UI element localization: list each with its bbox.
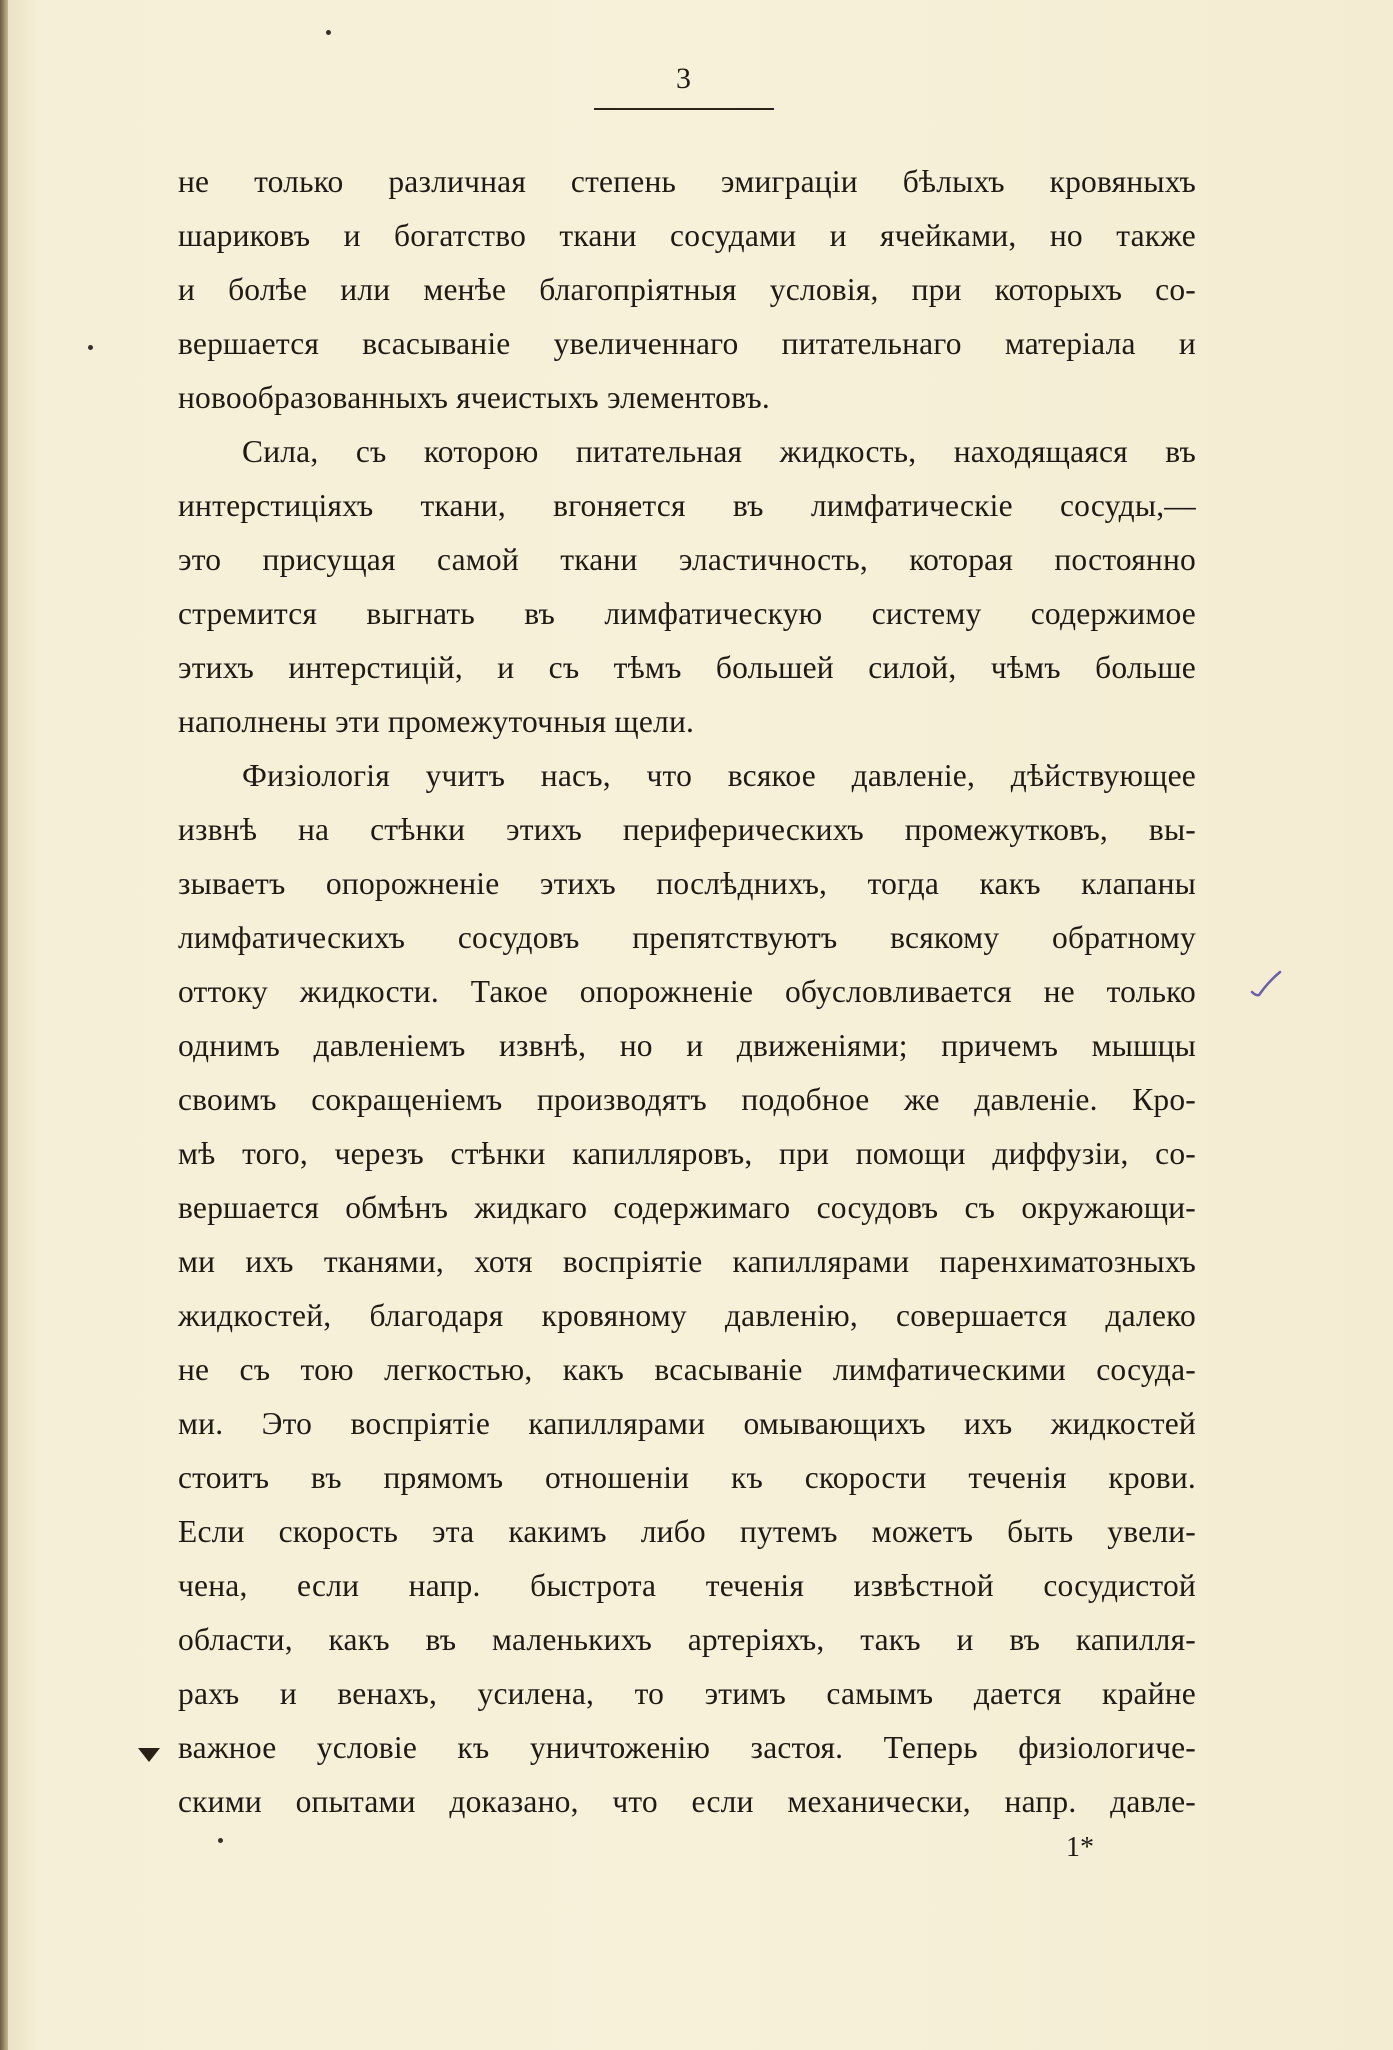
page-binding-edge	[0, 0, 8, 2050]
text-line: чена, если напр. быстрота теченія извѣстной сосудистой	[178, 1568, 1196, 1603]
text-line: жидкостей, благодаря кровяному давленію, совершается далеко	[178, 1298, 1196, 1333]
text-line: мѣ того, черезъ стѣнки капилляровъ, при помощи диффузіи, со-	[178, 1136, 1196, 1171]
page-number: 3	[676, 62, 692, 95]
text-line: наполнены эти промежуточныя щели.	[178, 704, 695, 739]
pencil-check-icon	[1250, 970, 1282, 1000]
text-line: Сила, съ которою питательная жидкость, находящаяся въ	[242, 434, 1196, 469]
text-line: рахъ и венахъ, усилена, то этимъ самымъ дается крайне	[178, 1676, 1196, 1711]
text-line: не съ тою легкостью, какъ всасываніе лимфатическими сосуда-	[178, 1352, 1196, 1387]
text-line: не только различная степень эмиграціи бѣлыхъ кровяныхъ	[178, 164, 1196, 199]
text-line: области, какъ въ маленькихъ артеріяхъ, такъ и въ капилля-	[178, 1622, 1196, 1657]
text-line: вершается всасываніе увеличеннаго питательнаго матеріала и	[178, 326, 1196, 361]
text-line: ми. Это воспріятіе капиллярами омывающихъ ихъ жидкостей	[178, 1406, 1196, 1441]
text-line: ми ихъ тканями, хотя воспріятіе капиллярами паренхиматозныхъ	[178, 1244, 1196, 1279]
margin-dot	[218, 1838, 223, 1843]
text-line: извнѣ на стѣнки этихъ периферическихъ промежутковъ, вы-	[178, 812, 1196, 847]
text-line: однимъ давленіемъ извнѣ, но и движеніями; причемъ мышцы	[178, 1028, 1196, 1063]
margin-dot	[88, 345, 93, 350]
text-line: новообразованныхъ ячеистыхъ элементовъ.	[178, 380, 770, 415]
body-text	[178, 155, 1196, 1829]
text-line: Физіологія учитъ насъ, что всякое давленіе, дѣйствующее	[242, 758, 1196, 793]
header-rule	[594, 108, 774, 110]
text-line: важное условіе къ уничтоженію застоя. Теперь физіологиче-	[178, 1730, 1196, 1765]
text-line: скими опытами доказано, что если механически, напр. давле-	[178, 1784, 1196, 1819]
text-line: Если скорость эта какимъ либо путемъ можетъ быть увели-	[178, 1514, 1196, 1549]
text-line: это присущая самой ткани эластичность, которая постоянно	[178, 542, 1196, 577]
text-line: этихъ интерстицій, и съ тѣмъ большей силой, чѣмъ больше	[178, 650, 1196, 685]
text-line: лимфатическихъ сосудовъ препятствуютъ всякому обратному	[178, 920, 1196, 955]
text-line: своимъ сокращеніемъ производятъ подобное же давленіе. Кро-	[178, 1082, 1196, 1117]
margin-dot	[326, 30, 331, 35]
text-line: вершается обмѣнъ жидкаго содержимаго сосудовъ съ окружающи-	[178, 1190, 1196, 1225]
text-line: стоитъ въ прямомъ отношеніи къ скорости теченія крови.	[178, 1460, 1196, 1495]
text-line: оттоку жидкости. Такое опорожненіе обусловливается не только	[178, 974, 1196, 1009]
signature-mark: 1*	[1066, 1832, 1094, 1863]
text-line: и болѣе или менѣе благопріятныя условія, при которыхъ со-	[178, 272, 1196, 307]
text-line: интерстиціяхъ ткани, вгоняется въ лимфатическіе сосуды,—	[178, 488, 1196, 523]
text-line: зываетъ опорожненіе этихъ послѣднихъ, тогда какъ клапаны	[178, 866, 1196, 901]
text-line: стремится выгнать въ лимфатическую систему содержимое	[178, 596, 1196, 631]
text-line: шариковъ и богатство ткани сосудами и ячейками, но также	[178, 218, 1196, 253]
margin-marker-icon	[136, 1744, 162, 1764]
